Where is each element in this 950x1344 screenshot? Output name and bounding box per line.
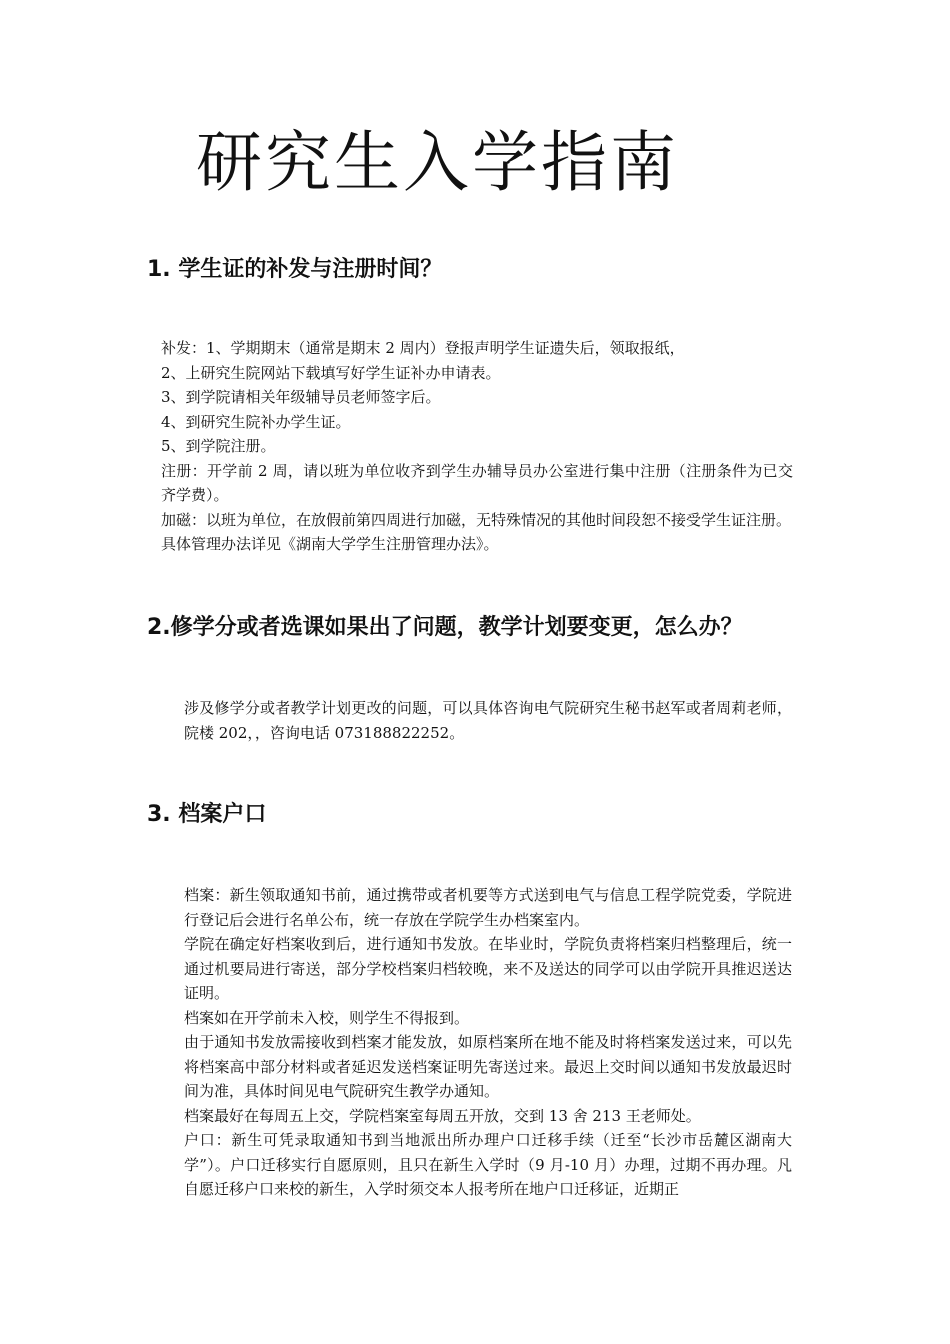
paragraph: 档案最好在每周五上交，学院档案室每周五开放，交到 13 舍 213 王老师处。 [184, 1106, 701, 1125]
paragraph: 4、到研究生院补办学生证。 [161, 412, 351, 431]
paragraph: 档案如在开学前未入校，则学生不得报到。 [184, 1008, 470, 1027]
paragraph: 学院在确定好档案收到后，进行通知书发放。在毕业时，学院负责将档案归档整理后，统一通过机要局进行寄送，部分学校档案归档较晚，来不及送达的同学可以由学院开具推迟送达证明。 [184, 935, 792, 1002]
paragraph: 具体管理办法详见《湖南大学学生注册管理办法》。 [161, 535, 499, 553]
paragraph: 2、上研究生院网站下载填写好学生证补办申请表。 [161, 363, 501, 382]
paragraph: 涉及修学分或者教学计划更改的问题，可以具体咨询电气院研究生秘书赵军或者周莉老师，院楼 202，，咨询电话 073188822252。 [184, 699, 792, 742]
paragraph: 3、到学院请相关年级辅导员老师签字后。 [161, 388, 441, 406]
paragraph: 注册：开学前 2 周，请以班为单位收齐到学生办辅导员办公室进行集中注册（注册条件为已交齐学费）。 [161, 461, 793, 504]
paragraph: 加磁：以班为单位，在放假前第四周进行加磁，无特殊情况的其他时间段恕不接受学生证注册。 [161, 510, 792, 529]
section-heading-1: 1. 学生证的补发与注册时间？ [147, 257, 443, 282]
paragraph: 由于通知书发放需接收到档案才能发放，如原档案所在地不能及时将档案发送过来，可以先将档案高中部分材料或者延迟发送档案证明先寄送过来。最迟上交时间以通知书发放最迟时间为准，具体时间见电气院研究生教学办通知。 [184, 1033, 792, 1100]
page-title: 研究生入学指南 [196, 124, 679, 201]
paragraph: 档案：新生领取通知书前，通过携带或者机要等方式送到电气与信息工程学院党委，学院进行登记后会进行名单公布，统一存放在学院学生办档案室内。 [184, 886, 792, 929]
paragraph: 补发：1、学期期末（通常是期末 2 周内）登报声明学生证遗失后，领取报纸， [161, 339, 685, 357]
paragraph: 5、到学院注册。 [161, 437, 276, 455]
paragraph: 户口：新生可凭录取通知书到当地派出所办理户口迁移手续（迁至“长沙市岳麓区湖南大学”）。户口迁移实行自愿原则，且只在新生入学时（9 月-10 月）办理，过期不再办理。凡自愿迁移户口来校的新生，入学时须交本人报考所在地户口迁移证，近期正 [184, 1131, 792, 1198]
section-heading-3: 3. 档案户口 [147, 802, 267, 827]
section-body-1 [161, 336, 793, 557]
section-body-3 [184, 883, 792, 1202]
section-body-2 [184, 696, 792, 745]
section-heading-2: 2.修学分或者选课如果出了问题，教学计划要变更，怎么办？ [147, 615, 743, 640]
